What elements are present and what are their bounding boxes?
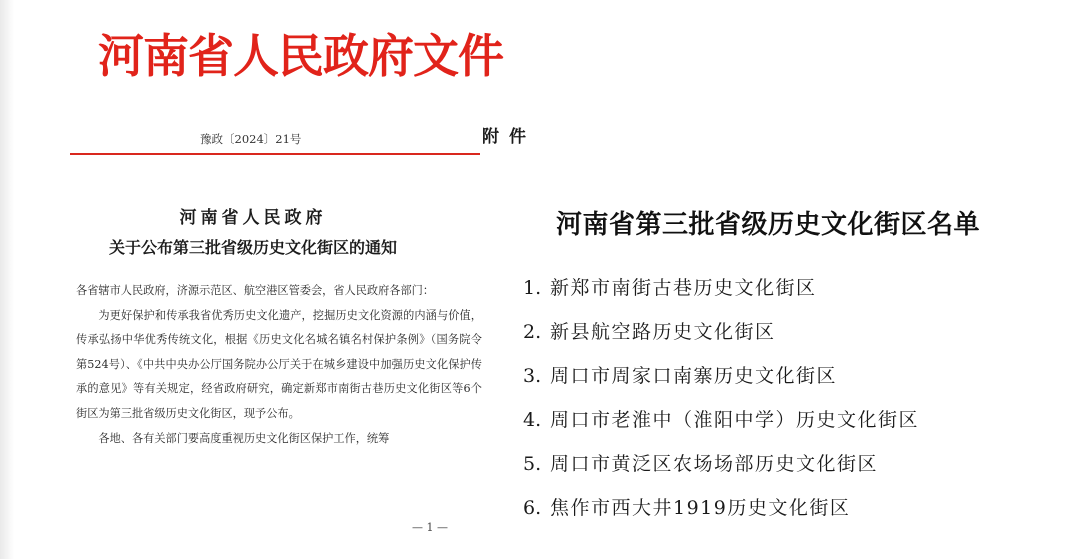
district-list: [523, 271, 919, 535]
list-item: [523, 491, 919, 535]
list-item: [523, 447, 919, 491]
addressee: 各省辖市人民政府，济源示范区、航空港区管委会，省人民政府各部门：: [76, 284, 435, 297]
district-name: 周口市老淮中（淮阳中学）历史文化街区: [550, 409, 920, 431]
attachment-title: 河南省第三批省级历史文化街区名单: [556, 210, 981, 240]
document-title: 关于公布第三批省级历史文化街区的通知: [108, 238, 397, 257]
list-item: [523, 271, 919, 315]
document-issuer: 河南省人民政府: [179, 208, 327, 228]
official-document-page: [14, 0, 503, 559]
list-item: [523, 403, 919, 447]
body-paragraph-1: 为更好保护和传承我省优秀历史文化遗产，挖掘历史文化资源的内涵与价值，传承弘扬中华优秀传统文化，根据《历史文化名城名镇名村保护条例》（国务院令第524号）、《中共中央办公厅国务院办公厅关于在城乡建设中加强历史文化保护传承的意见》等有关规定，经省政府研究，确定新郑市南街古巷历史文化街区等6个街区为第三批省级历史文化街区，现予公布。: [76, 308, 482, 420]
list-number: 5.: [523, 453, 542, 475]
list-number: 1.: [523, 277, 542, 299]
document-body: [76, 279, 482, 451]
list-number: 6.: [523, 497, 542, 519]
attachment-label: 附件: [482, 127, 536, 147]
document-header: 河南省人民政府文件: [98, 29, 503, 83]
list-number: 4.: [523, 409, 542, 431]
body-paragraph-2: 各地、各有关部门要高度重视历史文化街区保护工作，统筹: [98, 431, 390, 445]
district-name: 新县航空路历史文化街区: [550, 321, 776, 343]
district-name: 新郑市南街古巷历史文化街区: [550, 277, 817, 299]
page-edge-shadow: [0, 0, 14, 559]
list-item: [523, 359, 919, 403]
document-number: 豫政〔2024〕21号: [200, 132, 302, 146]
district-name: 周口市黄泛区农场场部历史文化街区: [550, 453, 879, 475]
district-name: 焦作市西大井1919历史文化街区: [550, 497, 851, 519]
list-item: [523, 315, 919, 359]
list-number: 2.: [523, 321, 542, 343]
district-name: 周口市周家口南寨历史文化街区: [550, 365, 838, 387]
page-number: — 1 —: [412, 521, 448, 534]
red-separator-line: [70, 153, 480, 155]
list-number: 3.: [523, 365, 542, 387]
